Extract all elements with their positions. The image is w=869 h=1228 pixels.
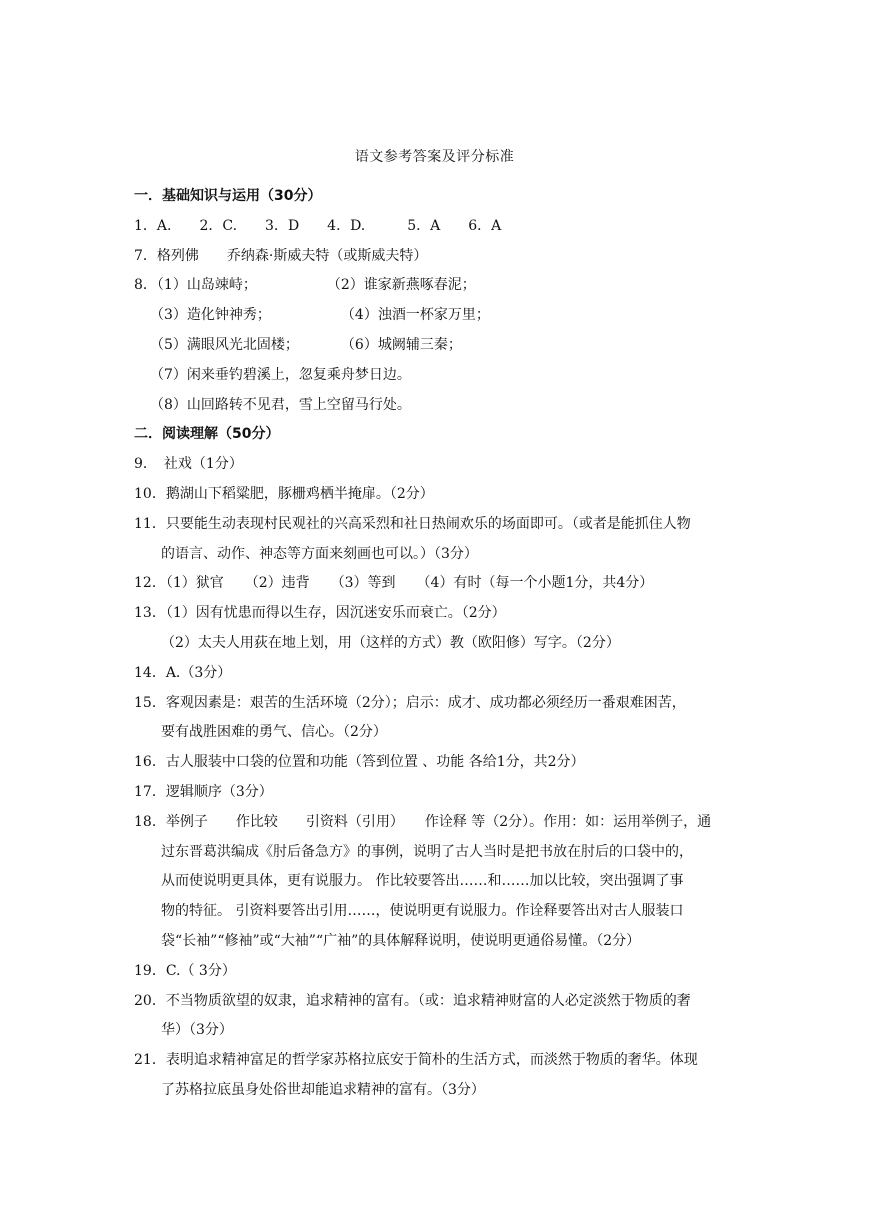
answer-line: 12．（1）狱官 （2）违背 （3）等到 （4）有时（每一个小题1分，共4分） xyxy=(134,575,654,592)
answer-line: 17．逻辑顺序（3分） xyxy=(134,784,273,800)
answer-line: （8）山回路转不见君，雪上空留马行处。 xyxy=(150,396,411,413)
answer-line: 过东晋葛洪编成《肘后备急方》的事例，说明了古人当时是把书放在肘后的口袋中的， xyxy=(161,843,693,860)
answer-line: 9． 社戏（1分） xyxy=(134,456,243,473)
answer-line: 8．（1）山岛竦峙； （2）谁家新燕啄春泥； xyxy=(134,277,476,294)
answer-line: 了苏格拉底虽身处俗世却能追求精神的富有。（3分） xyxy=(161,1082,485,1098)
answer-line: 1．A. 2．C. 3．D 4．D. 5．A 6．A xyxy=(134,217,502,234)
answer-line: 13．（1）因有忧患而得以生存，因沉迷安乐而衰亡。（2分） xyxy=(134,605,506,622)
answer-line: 15．客观因素是：艰苦的生活环境（2分）；启示：成才、成功都必须经历一番艰难困苦， xyxy=(134,694,686,711)
answer-line: 7．格列佛 乔纳森·斯威夫特（或斯威夫特） xyxy=(134,247,428,264)
answer-line: 袋“长袖”“修袖”或“大袖”“广袖”的具体解释说明，使说明更通俗易懂。（2分） xyxy=(161,933,641,949)
answer-line: 21．表明追求精神富足的哲学家苏格拉底安于简朴的生活方式，而淡然于物质的奢华。体现 xyxy=(134,1052,698,1069)
answer-line: 14．A.（3分） xyxy=(134,664,232,681)
answer-line: 20．不当物质欲望的奴隶，追求精神的富有。（或：追求精神财富的人必定淡然于物质的奢 xyxy=(134,992,691,1009)
answer-line: （2）太夫人用荻在地上划，用（这样的方式）教（欧阳修）写字。（2分） xyxy=(161,635,620,651)
answer-line: 的语言、动作、神态等方面来刻画也可以。）（3分） xyxy=(161,545,478,562)
answer-line: （5）满眼风光北固楼； （6）城阙辅三秦； xyxy=(150,337,462,353)
page-title: 语文参考答案及评分标准 xyxy=(354,149,515,165)
answer-line: 华）（3分） xyxy=(161,1022,233,1039)
answer-line: 物的特征。 引资料要答出引用……，使说明更有说服力。作诠释要答出对古人服装口 xyxy=(161,903,684,920)
section-heading: 二．阅读理解（50分） xyxy=(134,426,280,443)
answer-line: 要有战胜困难的勇气、信心。（2分） xyxy=(161,724,387,741)
answer-line: 10．鹅湖山下稻粱肥，豚栅鸡栖半掩扉。（2分） xyxy=(134,486,434,502)
answer-line: 16．古人服装中口袋的位置和功能（答到位置 、功能 各给1分，共2分） xyxy=(134,754,585,771)
answer-line: 从而使说明更具体，更有说服力。 作比较要答出……和……加以比较，突出强调了事 xyxy=(161,873,684,890)
answer-line: （3）造化钟神秀； （4）浊酒一杯家万里； xyxy=(150,307,490,324)
answer-line: 19．C.（ 3分） xyxy=(134,962,236,979)
answer-line: （7）闲来垂钓碧溪上，忽复乘舟梦日边。 xyxy=(150,366,411,383)
answer-line: 18．举例子 作比较 引资料（引用） 作诠释 等（2分）。作用：如：运用举例子，通 xyxy=(134,813,712,830)
answer-line: 11．只要能生动表现村民观社的兴高采烈和社日热闹欢乐的场面即可。（或者是能抓住人物 xyxy=(134,515,691,532)
section-heading: 一．基础知识与运用（30分） xyxy=(134,188,322,204)
